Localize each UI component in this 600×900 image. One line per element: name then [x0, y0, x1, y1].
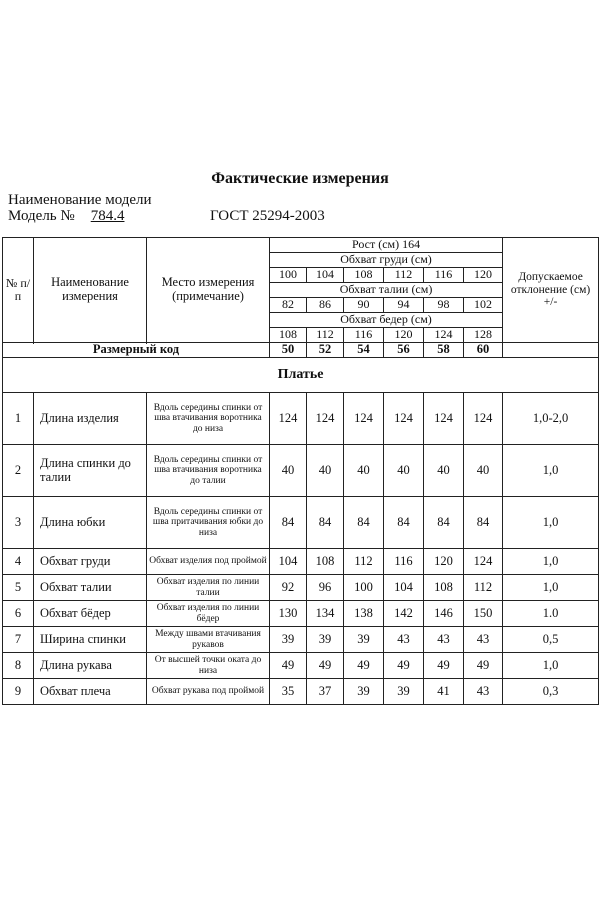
- measurement-value: 150: [464, 601, 503, 627]
- table-row: [3, 575, 599, 601]
- measurement-value: 49: [384, 653, 424, 679]
- measurement-place: Обхват изделия под проймой: [147, 549, 270, 575]
- measurement-place: От высшей точки оката до низа: [147, 653, 270, 679]
- size-code-blank: [503, 343, 599, 358]
- measurement-value: 49: [344, 653, 384, 679]
- hips-size-cell: 116: [344, 328, 384, 343]
- measurement-place: Вдоль середины спинки от шва притачивания юбки до низа: [147, 497, 270, 549]
- table-row: [3, 679, 599, 705]
- tolerance-value: 1,0: [503, 575, 599, 601]
- measurement-value: 84: [464, 497, 503, 549]
- measurement-value: 96: [307, 575, 344, 601]
- measurement-value: 134: [307, 601, 344, 627]
- row-number: 8: [3, 653, 34, 679]
- measurement-value: 43: [424, 627, 464, 653]
- table-row: [3, 497, 599, 549]
- measurement-value: 39: [344, 679, 384, 705]
- row-number: 1: [3, 393, 34, 445]
- measurement-value: 40: [424, 445, 464, 497]
- measurement-place: Вдоль середины спинки от шва втачивания воротника до талии: [147, 445, 270, 497]
- chest-size-cell: 100: [270, 268, 307, 283]
- measurement-value: 39: [307, 627, 344, 653]
- measurement-value: 104: [384, 575, 424, 601]
- measurement-place: Обхват рукава под проймой: [147, 679, 270, 705]
- table-row: [3, 627, 599, 653]
- measurement-value: 49: [424, 653, 464, 679]
- measurement-value: 92: [270, 575, 307, 601]
- row-number: 5: [3, 575, 34, 601]
- measurement-value: 35: [270, 679, 307, 705]
- table-row: [3, 601, 599, 627]
- tolerance-value: 0,3: [503, 679, 599, 705]
- tolerance-value: 1,0-2,0: [503, 393, 599, 445]
- measurement-value: 120: [424, 549, 464, 575]
- measurement-value: 124: [270, 393, 307, 445]
- section-title: Платье: [3, 358, 599, 393]
- measurement-value: 84: [344, 497, 384, 549]
- table-row: [3, 653, 599, 679]
- measurement-value: 40: [464, 445, 503, 497]
- tolerance-value: 1,0: [503, 653, 599, 679]
- chest-size-cell: 120: [464, 268, 503, 283]
- col-header-number: № п/п: [3, 238, 34, 343]
- col-header-name: Наименование измерения: [34, 238, 147, 343]
- measurement-value: 39: [270, 627, 307, 653]
- measurement-value: 100: [344, 575, 384, 601]
- measurement-value: 124: [464, 549, 503, 575]
- measurement-value: 40: [344, 445, 384, 497]
- measurement-value: 39: [344, 627, 384, 653]
- waist-size-cell: 102: [464, 298, 503, 313]
- measurement-value: 41: [424, 679, 464, 705]
- page-title: Фактические измерения: [211, 170, 389, 187]
- col-header-place: Место измерения (примечание): [147, 238, 270, 343]
- row-number: 3: [3, 497, 34, 549]
- measurement-value: 112: [344, 549, 384, 575]
- waist-size-cell: 98: [424, 298, 464, 313]
- measurement-value: 124: [307, 393, 344, 445]
- size-code-cell: 52: [307, 343, 344, 358]
- waist-header: Обхват талии (см): [270, 283, 503, 298]
- chest-size-cell: 112: [384, 268, 424, 283]
- measurement-value: 130: [270, 601, 307, 627]
- measurement-value: 43: [464, 627, 503, 653]
- row-number: 2: [3, 445, 34, 497]
- model-number-line: [8, 208, 140, 225]
- col-header-tolerance: Допускаемое отклонение (см) +/-: [503, 238, 599, 343]
- hips-size-cell: 128: [464, 328, 503, 343]
- tolerance-value: 1,0: [503, 445, 599, 497]
- waist-size-cell: 86: [307, 298, 344, 313]
- model-number-label: Модель №: [8, 208, 75, 224]
- waist-size-cell: 94: [384, 298, 424, 313]
- measurement-value: 40: [307, 445, 344, 497]
- height-header: Рост (см) 164: [270, 238, 503, 253]
- row-number: 4: [3, 549, 34, 575]
- tolerance-value: 1,0: [503, 549, 599, 575]
- measurement-name: Длина спинки до талии: [34, 445, 147, 497]
- measurement-name: Длина изделия: [34, 393, 147, 445]
- measurement-name: Обхват плеча: [34, 679, 147, 705]
- chest-size-cell: 104: [307, 268, 344, 283]
- measurement-place: Обхват изделия по линии бёдер: [147, 601, 270, 627]
- measurement-value: 146: [424, 601, 464, 627]
- measurement-place: Вдоль середины спинки от шва втачивания воротника до низа: [147, 393, 270, 445]
- model-number: 784.4: [90, 208, 125, 224]
- size-code-cell: 56: [384, 343, 424, 358]
- table-row: [3, 393, 599, 445]
- size-code-cell: 60: [464, 343, 503, 358]
- hips-size-cell: 108: [270, 328, 307, 343]
- measurement-name: Обхват груди: [34, 549, 147, 575]
- size-code-cell: 54: [344, 343, 384, 358]
- measurement-value: 142: [384, 601, 424, 627]
- model-name-label: Наименование модели: [8, 192, 152, 208]
- measurement-value: 43: [464, 679, 503, 705]
- waist-size-cell: 90: [344, 298, 384, 313]
- hips-size-cell: 124: [424, 328, 464, 343]
- chest-header: Обхват груди (см): [270, 253, 503, 268]
- measurement-value: 104: [270, 549, 307, 575]
- tolerance-value: 0,5: [503, 627, 599, 653]
- size-code-cell: 50: [270, 343, 307, 358]
- hips-size-cell: 112: [307, 328, 344, 343]
- hips-size-cell: 120: [384, 328, 424, 343]
- measurements-table: [2, 237, 599, 705]
- measurement-place: Между швами втачивания рукавов: [147, 627, 270, 653]
- measurement-name: Обхват бёдер: [34, 601, 147, 627]
- measurement-name: Обхват талии: [34, 575, 147, 601]
- size-code-cell: 58: [424, 343, 464, 358]
- measurement-value: 39: [384, 679, 424, 705]
- measurement-value: 108: [424, 575, 464, 601]
- waist-size-cell: 82: [270, 298, 307, 313]
- measurement-value: 49: [270, 653, 307, 679]
- measurement-value: 43: [384, 627, 424, 653]
- measurement-value: 40: [384, 445, 424, 497]
- hips-header: Обхват бедер (см): [270, 313, 503, 328]
- measurement-value: 84: [384, 497, 424, 549]
- measurement-name: Длина юбки: [34, 497, 147, 549]
- measurement-value: 40: [270, 445, 307, 497]
- table-row: [3, 445, 599, 497]
- measurement-value: 124: [344, 393, 384, 445]
- table-row: [3, 549, 599, 575]
- measurement-value: 108: [307, 549, 344, 575]
- chest-size-cell: 116: [424, 268, 464, 283]
- measurement-value: 124: [424, 393, 464, 445]
- measurement-name: Длина рукава: [34, 653, 147, 679]
- row-number: 9: [3, 679, 34, 705]
- row-number: 7: [3, 627, 34, 653]
- measurement-value: 49: [464, 653, 503, 679]
- measurement-value: 37: [307, 679, 344, 705]
- size-code-label: Размерный код: [3, 343, 270, 358]
- tolerance-value: 1,0: [503, 497, 599, 549]
- measurement-value: 49: [307, 653, 344, 679]
- measurement-place: Обхват изделия по линии талии: [147, 575, 270, 601]
- gost-standard: ГОСТ 25294-2003: [210, 208, 325, 224]
- measurement-value: 138: [344, 601, 384, 627]
- measurement-value: 84: [270, 497, 307, 549]
- measurement-value: 124: [464, 393, 503, 445]
- chest-size-cell: 108: [344, 268, 384, 283]
- measurement-value: 112: [464, 575, 503, 601]
- measurement-value: 116: [384, 549, 424, 575]
- tolerance-value: 1.0: [503, 601, 599, 627]
- measurement-value: 124: [384, 393, 424, 445]
- measurement-value: 84: [424, 497, 464, 549]
- row-number: 6: [3, 601, 34, 627]
- measurement-value: 84: [307, 497, 344, 549]
- measurement-name: Ширина спинки: [34, 627, 147, 653]
